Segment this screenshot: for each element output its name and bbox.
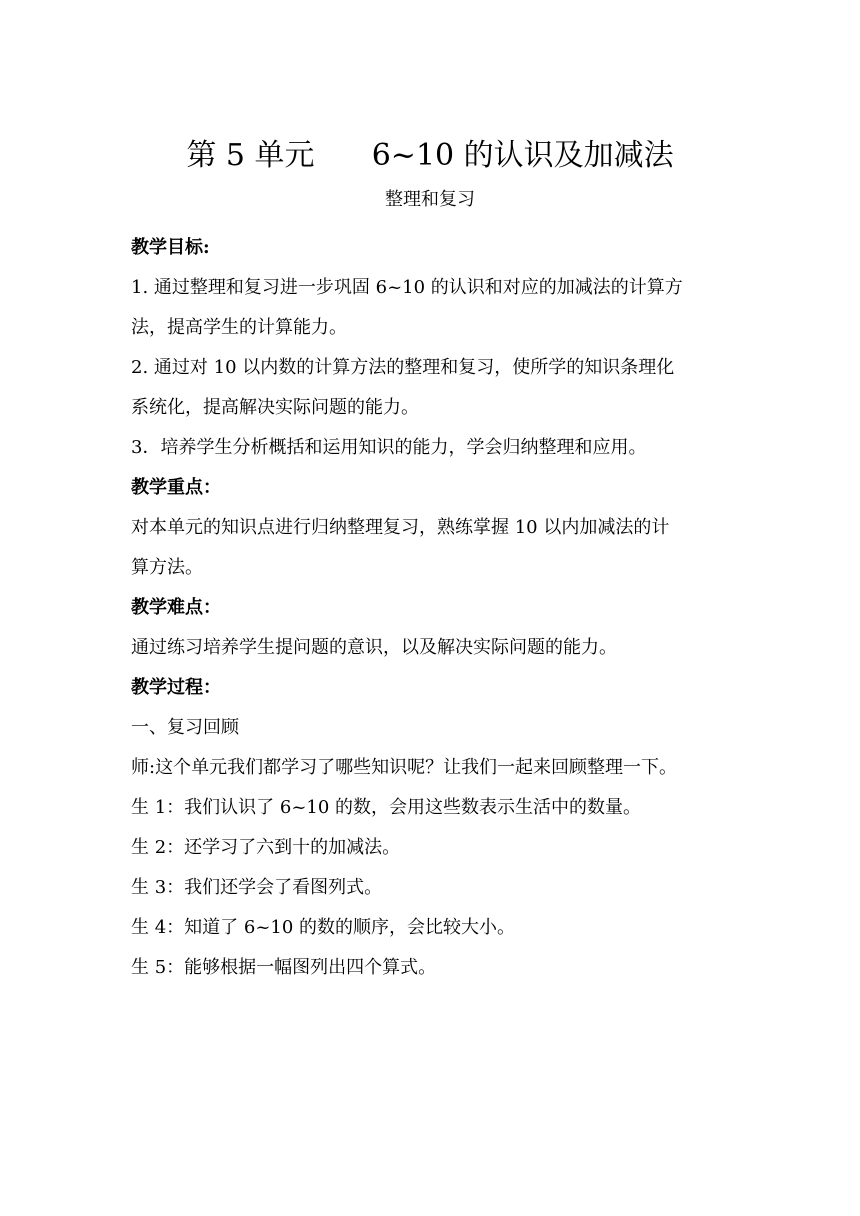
section-heading-objectives: 教学目标: xyxy=(131,237,210,258)
objective-1-line-1: 1. 通过整理和复习进一步巩固 6~10 的认识和对应的加减法的计算方 xyxy=(131,277,683,298)
student-3-line: 生 3：我们还学会了看图列式。 xyxy=(131,877,383,898)
objective-2-line-1: 2. 通过对 10 以内数的计算方法的整理和复习，使所学的知识条理化 xyxy=(131,357,675,378)
teacher-line: 师:这个单元我们都学习了哪些知识呢？让我们一起来回顾整理一下。 xyxy=(131,757,678,778)
section-heading-difficulties: 教学难点： xyxy=(131,597,221,618)
student-5-line: 生 5：能够根据一幅图列出四个算式。 xyxy=(131,957,437,978)
objective-1-line-2: 法，提高学生的计算能力。 xyxy=(131,317,347,338)
objective-3: 3．培养学生分析概括和运用知识的能力，学会归纳整理和应用。 xyxy=(131,437,647,458)
difficulties-text: 通过练习培养学生提问题的意识，以及解决实际问题的能力。 xyxy=(131,637,617,658)
document-body xyxy=(131,228,751,988)
objective-2-line-2: 系统化，提高解决实际问题的能力。 xyxy=(131,397,419,418)
key-points-line-2: 算方法。 xyxy=(131,557,203,578)
key-points-line-1: 对本单元的知识点进行归纳整理复习，熟练掌握 10 以内加减法的计 xyxy=(131,517,670,538)
process-step-1: 一、复习回顾 xyxy=(131,717,239,738)
student-4-line: 生 4：知道了 6~10 的数的顺序，会比较大小。 xyxy=(131,917,516,938)
document-subtitle: 整理和复习 xyxy=(385,189,475,210)
section-heading-key-points: 教学重点： xyxy=(131,477,221,498)
student-1-line: 生 1：我们认识了 6~10 的数，会用这些数表示生活中的数量。 xyxy=(131,797,642,818)
document-title: 第 5 单元 6~10 的认识及加减法 xyxy=(186,138,674,173)
section-heading-process: 教学过程： xyxy=(131,677,221,698)
student-2-line: 生 2：还学习了六到十的加减法。 xyxy=(131,837,401,858)
